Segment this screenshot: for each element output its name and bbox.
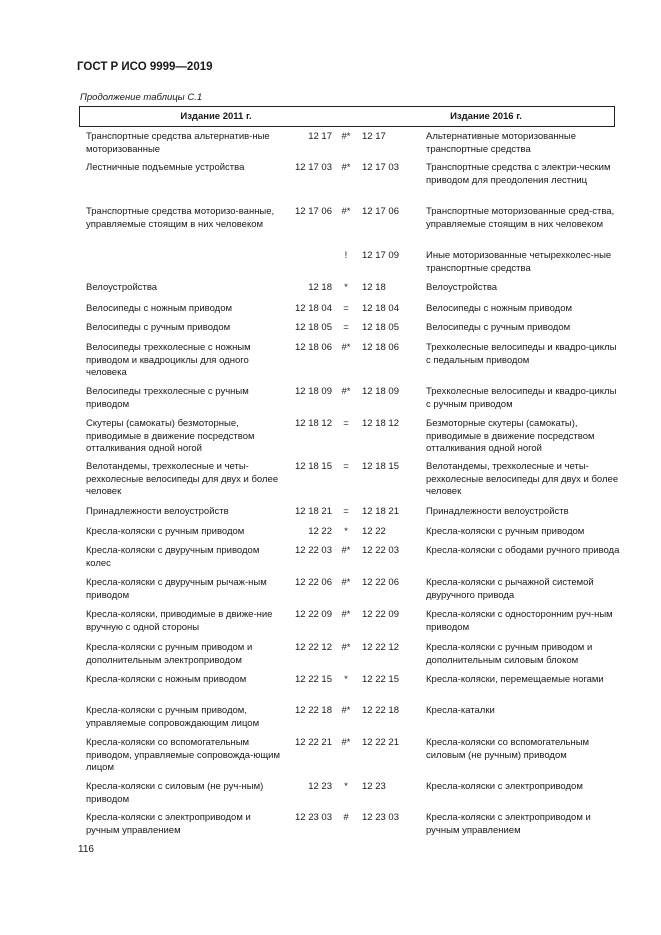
new-name: Кресла-коляски, перемещаемые ногами — [426, 674, 604, 685]
header-edition-2016: Издание 2016 г. — [450, 111, 522, 122]
change-mark: #* — [341, 131, 351, 142]
old-code: 12 22 — [308, 526, 332, 537]
change-mark: = — [343, 461, 349, 472]
new-code: 12 22 06 — [362, 577, 399, 588]
old-name: Кресла-коляски с ручным приводом, управляемые сопровождающим лицом — [86, 705, 260, 729]
old-name: Кресла-коляски, приводимые в движе-ние вручную с одной стороны — [86, 609, 273, 633]
new-code: 12 18 21 — [362, 506, 399, 517]
new-code: 12 23 — [362, 781, 386, 792]
new-name: Кресла-коляски с электроприводом и ручным управлением — [426, 812, 591, 836]
new-name: Иные моторизованные четырехколес-ные транспортные средства — [426, 250, 612, 274]
change-mark: * — [344, 781, 348, 792]
old-code: 12 18 12 — [295, 418, 332, 429]
new-name: Кресла-каталки — [426, 705, 495, 716]
old-name: Транспортные средства моторизо-ванные, управляемые стоящим в них человеком — [86, 206, 275, 230]
new-name: Трехколесные велосипеды и квадро-циклы с педальным приводом — [426, 342, 617, 366]
change-mark: #* — [341, 705, 351, 716]
new-code: 12 18 05 — [362, 322, 399, 333]
page-number: 116 — [78, 844, 94, 855]
new-code: 12 18 09 — [362, 386, 399, 397]
old-code: 12 18 — [308, 282, 332, 293]
change-mark: ! — [344, 250, 348, 261]
new-name: Кресла-коляски со вспомогательным силовым (не ручным) приводом — [426, 737, 590, 761]
change-mark: * — [344, 674, 348, 685]
old-name: Кресла-коляски со вспомогательным приводом, управляемые сопровожда-ющим лицом — [86, 737, 281, 774]
old-code: 12 18 09 — [295, 386, 332, 397]
change-mark: * — [344, 526, 348, 537]
old-name: Лестничные подъемные устройства — [86, 162, 245, 173]
change-mark: #* — [341, 577, 351, 588]
change-mark: #* — [341, 545, 351, 556]
change-mark: #* — [341, 162, 351, 173]
change-mark: = — [343, 506, 349, 517]
old-code: 12 22 18 — [295, 705, 332, 716]
new-code: 12 17 — [362, 131, 386, 142]
new-name: Велотандемы, трехколесные и четы-рехколесные велосипеды для двух и более человек — [426, 461, 619, 498]
new-name: Альтернативные моторизованные транспортные средства — [426, 131, 577, 155]
old-code: 12 22 06 — [295, 577, 332, 588]
new-code: 12 22 09 — [362, 609, 399, 620]
old-name: Кресла-коляски с силовым (не руч-ным) приводом — [86, 781, 264, 805]
old-name: Кресла-коляски с ножным приводом — [86, 674, 247, 685]
new-code: 12 17 06 — [362, 206, 399, 217]
old-name: Кресла-коляски с двуручным приводом колес — [86, 545, 260, 569]
old-name: Кресла-коляски с двуручным рычаж-ным приводом — [86, 577, 267, 601]
change-mark: #* — [341, 737, 351, 748]
old-code: 12 18 04 — [295, 303, 332, 314]
change-mark: = — [343, 322, 349, 333]
change-mark: = — [343, 303, 349, 314]
old-code: 12 18 05 — [295, 322, 332, 333]
new-code: 12 18 06 — [362, 342, 399, 353]
old-code: 12 23 — [308, 781, 332, 792]
change-mark: #* — [341, 642, 351, 653]
new-name: Кресла-коляски с электроприводом — [426, 781, 583, 792]
change-mark: #* — [341, 342, 351, 353]
change-mark: #* — [341, 386, 351, 397]
old-code: 12 23 03 — [295, 812, 332, 823]
new-name: Безмоторные скутеры (самокаты), приводимые в движение посредством отталкивания одной ногой — [426, 418, 595, 455]
old-code: 12 18 21 — [295, 506, 332, 517]
new-name: Транспортные моторизованные сред-ства, управляемые стоящим в них человеком — [426, 206, 615, 230]
change-mark: * — [344, 282, 348, 293]
new-code: 12 17 09 — [362, 250, 399, 261]
new-name: Велоустройства — [426, 282, 498, 293]
new-code: 12 22 03 — [362, 545, 399, 556]
new-code: 12 22 — [362, 526, 386, 537]
old-name: Велосипеды трехколесные с ручным приводом — [86, 386, 249, 410]
change-mark: = — [343, 418, 349, 429]
new-code: 12 18 15 — [362, 461, 399, 472]
new-code: 12 22 12 — [362, 642, 399, 653]
old-name: Кресла-коляски с ручным приводом — [86, 526, 245, 537]
old-name: Велосипеды с ножным приводом — [86, 303, 233, 314]
old-name: Кресла-коляски с электроприводом и ручным управлением — [86, 812, 251, 836]
old-code: 12 22 15 — [295, 674, 332, 685]
new-name: Кресла-коляски с ободами ручного привода — [426, 545, 620, 556]
new-code: 12 22 15 — [362, 674, 399, 685]
old-name: Велосипеды трехколесные с ножным приводом и квадроциклы для одного человека — [86, 342, 251, 379]
old-name: Кресла-коляски с ручным приводом и дополнительным электроприводом — [86, 642, 253, 666]
old-code: 12 22 09 — [295, 609, 332, 620]
new-name: Кресла-коляски с рычажной системой двуручного привода — [426, 577, 594, 601]
new-name: Кресла-коляски с ручным приводом и дополнительным силовым блоком — [426, 642, 593, 666]
new-name: Транспортные средства с электри-ческим приводом для преодоления лестниц — [426, 162, 611, 186]
header-edition-2011: Издание 2011 г. — [180, 111, 252, 122]
old-code: 12 17 06 — [295, 206, 332, 217]
new-code: 12 17 03 — [362, 162, 399, 173]
old-name: Транспортные средства альтернатив-ные моторизованные — [86, 131, 270, 155]
old-code: 12 17 03 — [295, 162, 332, 173]
new-code: 12 22 21 — [362, 737, 399, 748]
new-name: Трехколесные велосипеды и квадро-циклы с ручным приводом — [426, 386, 617, 410]
old-code: 12 18 06 — [295, 342, 332, 353]
change-mark: #* — [341, 609, 351, 620]
new-code: 12 23 03 — [362, 812, 399, 823]
document-header: ГОСТ Р ИСО 9999—2019 — [77, 61, 213, 73]
new-name: Велосипеды с ножным приводом — [426, 303, 573, 314]
old-name: Велотандемы, трехколесные и четы-рехколесные велосипеды для двух и более человек — [86, 461, 279, 498]
old-code: 12 22 12 — [295, 642, 332, 653]
old-name: Велоустройства — [86, 282, 158, 293]
new-code: 12 22 18 — [362, 705, 399, 716]
new-name: Принадлежности велоустройств — [426, 506, 569, 517]
old-code: 12 22 03 — [295, 545, 332, 556]
new-code: 12 18 04 — [362, 303, 399, 314]
old-name: Скутеры (самокаты) безмоторные, приводимые в движение посредством отталкивания одной ногой — [86, 418, 255, 455]
new-name: Велосипеды с ручным приводом — [426, 322, 571, 333]
change-mark: # — [343, 812, 349, 823]
change-mark: #* — [341, 206, 351, 217]
new-code: 12 18 12 — [362, 418, 399, 429]
old-name: Велосипеды с ручным приводом — [86, 322, 231, 333]
old-code: 12 17 — [308, 131, 332, 142]
new-name: Кресла-коляски с односторонним руч-ным приводом — [426, 609, 613, 633]
table-caption: Продолжение таблицы С.1 — [80, 92, 203, 103]
old-code: 12 22 21 — [295, 737, 332, 748]
old-code: 12 18 15 — [295, 461, 332, 472]
new-code: 12 18 — [362, 282, 386, 293]
old-name: Принадлежности велоустройств — [86, 506, 229, 517]
new-name: Кресла-коляски с ручным приводом — [426, 526, 585, 537]
